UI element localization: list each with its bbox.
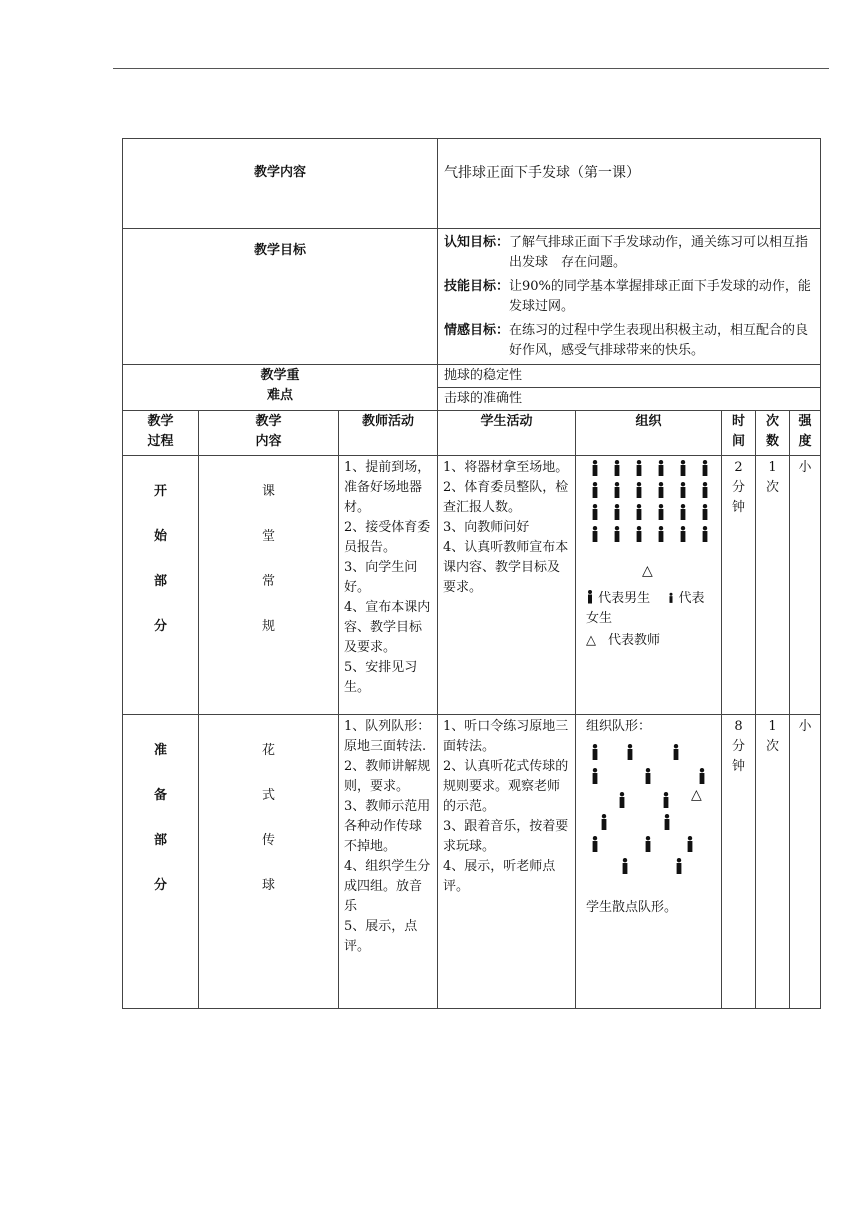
legend-teacher: 代表教师 (608, 633, 661, 648)
intensity-cell: 小 (790, 456, 821, 715)
list-item: 2、接受体育委员报告。 (344, 520, 431, 555)
list-item: 1、队列队形：原地三面转法. (344, 719, 431, 754)
list-item: 3、向学生问好。 (344, 560, 418, 595)
content-row (123, 139, 821, 229)
org-title: 组织队形： (586, 719, 652, 734)
content-char: 花 (261, 743, 275, 758)
difficulty-row-1 (123, 365, 821, 388)
student-activity (438, 456, 576, 715)
list-item: 2、体育委员整队，检查汇报人数。 (443, 480, 569, 515)
legend-male: 代表男生 (598, 591, 651, 606)
col-text: 教学 (147, 414, 174, 429)
col-intensity (790, 411, 821, 456)
col-student: 学生活动 (438, 411, 576, 456)
male-student-icon (635, 482, 643, 498)
teacher-triangle-icon: △ (642, 563, 653, 579)
male-student-icon (591, 768, 599, 784)
list-item: 2、认真听花式传球的规则要求。观察老师的示范。 (443, 759, 569, 814)
list-item: 3、跟着音乐，按着要求玩球。 (443, 819, 569, 854)
col-text: 度 (798, 434, 812, 449)
content-char: 球 (261, 878, 275, 893)
list-item: 2、教师讲解规则，要求。 (344, 759, 431, 794)
stage-char: 开 (153, 484, 167, 499)
stage-char: 备 (153, 788, 167, 803)
lesson-plan-table (122, 138, 821, 1009)
male-student-icon (663, 814, 671, 830)
list-item: 4、认真听教师宣布本课内容、教学目标及要求。 (443, 540, 569, 595)
goal-text: 在练习的过程中学生表现出积极主动，相互配合的良好作风，感受气排球带来的快乐。 (509, 323, 809, 358)
male-student-icon (626, 744, 634, 760)
stage-char: 始 (153, 529, 167, 544)
legend-students (586, 589, 715, 629)
col-time (722, 411, 756, 456)
male-student-icon (698, 768, 706, 784)
list-item: 4、展示，听老师点评。 (443, 859, 556, 894)
content-char: 规 (261, 619, 275, 634)
goals-row (123, 229, 821, 365)
column-header-row (123, 411, 821, 456)
male-student-icon (679, 482, 687, 498)
list-item: 1、提前到场，准备好场地器材。 (344, 460, 431, 515)
organization-cell (576, 715, 722, 1009)
content-char: 式 (261, 788, 275, 803)
intensity-cell: 小 (790, 715, 821, 1009)
goal-text: 让90%的同学基本掌握排球正面下手发球的动作，能发球过网。 (509, 279, 811, 314)
goals-cell (438, 229, 821, 365)
time-text: 钟 (731, 500, 745, 515)
male-student-icon (586, 590, 594, 604)
col-text: 内容 (255, 434, 282, 449)
col-text: 次 (765, 414, 779, 429)
male-student-icon (701, 460, 709, 476)
col-organization: 组织 (576, 411, 722, 456)
teacher-activity (339, 456, 438, 715)
list-item: 1、将器材拿至场地。 (443, 460, 569, 475)
male-student-icon (591, 836, 599, 852)
content-char: 传 (261, 833, 275, 848)
legend-female: 代表女生 (586, 591, 705, 626)
female-student-icon (613, 504, 621, 520)
male-student-icon (635, 460, 643, 476)
times-text: 1 (768, 719, 777, 734)
list-item: 4、组织学生分成四组。放音乐 (344, 859, 431, 914)
male-student-icon (644, 768, 652, 784)
male-student-icon (591, 744, 599, 760)
goal-emotion (444, 321, 818, 361)
time-text: 2 (734, 460, 743, 475)
legend-teacher-row (586, 631, 660, 651)
goals-label: 教学目标 (123, 229, 438, 365)
time-cell (722, 715, 756, 1009)
content-char: 常 (261, 574, 275, 589)
difficulty-label-line: 难点 (266, 388, 293, 403)
goal-cognitive (444, 233, 818, 273)
col-process (123, 411, 199, 456)
male-student-icon (644, 836, 652, 852)
teacher-activity (339, 715, 438, 1009)
male-student-icon (657, 460, 665, 476)
stage-cell (123, 456, 199, 715)
times-cell (756, 456, 790, 715)
difficulty-2: 击球的准确性 (438, 388, 821, 411)
time-text: 8 (734, 719, 743, 734)
content-char: 堂 (261, 529, 275, 544)
teacher-triangle-icon: △ (691, 787, 702, 803)
student-activity (438, 715, 576, 1009)
organization-cell (576, 456, 722, 715)
triangle-icon: △ (586, 633, 596, 648)
male-student-icon (657, 482, 665, 498)
time-text: 分 (731, 739, 745, 754)
stage-char: 部 (153, 833, 167, 848)
stage-char: 部 (153, 574, 167, 589)
times-cell (756, 715, 790, 1009)
difficulty-label-line: 教学重 (260, 368, 300, 383)
goal-text: 了解气排球正面下手发球动作，通关练习可以相互指出发球 存在问题。 (509, 235, 809, 270)
time-text: 钟 (731, 759, 745, 774)
female-student-icon (679, 504, 687, 520)
male-student-icon (591, 460, 599, 476)
female-student-icon (635, 504, 643, 520)
female-student-icon (635, 526, 643, 542)
list-item: 5、安排见习生。 (344, 660, 418, 695)
time-cell (722, 456, 756, 715)
male-student-icon (613, 482, 621, 498)
male-student-icon (686, 836, 694, 852)
male-student-icon (591, 482, 599, 498)
list-item: 4、宣布本课内容、教学目标及要求。 (344, 600, 431, 655)
male-student-icon (618, 792, 626, 808)
female-student-icon (591, 526, 599, 542)
stage-cell (123, 715, 199, 1009)
table-row (123, 715, 821, 1009)
content-cell (199, 715, 339, 1009)
header-rule (113, 68, 829, 69)
list-item: 5、展示，点评。 (344, 919, 418, 954)
stage-char: 分 (153, 878, 167, 893)
col-text: 间 (731, 434, 745, 449)
difficulty-label (123, 365, 438, 411)
stage-char: 准 (153, 743, 167, 758)
male-student-icon (621, 858, 629, 874)
male-student-icon (672, 744, 680, 760)
female-student-icon (701, 526, 709, 542)
female-student-icon (591, 504, 599, 520)
col-times (756, 411, 790, 456)
goal-label: 技能目标： (444, 279, 510, 294)
col-text: 过程 (147, 434, 174, 449)
col-content (199, 411, 339, 456)
org-caption: 学生散点队形。 (586, 900, 678, 915)
male-student-icon (701, 482, 709, 498)
times-text: 次 (765, 739, 779, 754)
male-student-icon (679, 460, 687, 476)
col-text: 强 (798, 414, 812, 429)
female-student-icon (701, 504, 709, 520)
female-student-icon (679, 526, 687, 542)
female-student-icon (657, 504, 665, 520)
goal-label: 认知目标： (444, 235, 510, 250)
time-text: 分 (731, 480, 745, 495)
table-row (123, 456, 821, 715)
list-item: 3、向教师问好 (443, 520, 530, 535)
stage-char: 分 (153, 619, 167, 634)
goal-skill (444, 277, 818, 317)
goal-label: 情感目标： (444, 323, 510, 338)
content-label: 教学内容 (123, 139, 438, 229)
female-student-icon (613, 526, 621, 542)
male-student-icon (613, 460, 621, 476)
col-teacher: 教师活动 (339, 411, 438, 456)
female-student-icon (657, 526, 665, 542)
times-text: 1 (768, 460, 777, 475)
difficulty-1: 抛球的稳定性 (438, 365, 821, 388)
col-text: 时 (731, 414, 745, 429)
content-char: 课 (261, 484, 275, 499)
content-value: 气排球正面下手发球（第一课） (438, 139, 821, 229)
male-student-icon (600, 814, 608, 830)
list-item: 3、教师示范用各种动作传球不掉地。 (344, 799, 431, 854)
col-text: 教学 (255, 414, 282, 429)
male-student-icon (662, 792, 670, 808)
content-cell (199, 456, 339, 715)
col-text: 数 (765, 434, 779, 449)
list-item: 1、听口令练习原地三面转法。 (443, 719, 569, 754)
female-student-icon (668, 592, 674, 604)
times-text: 次 (765, 480, 779, 495)
male-student-icon (675, 858, 683, 874)
